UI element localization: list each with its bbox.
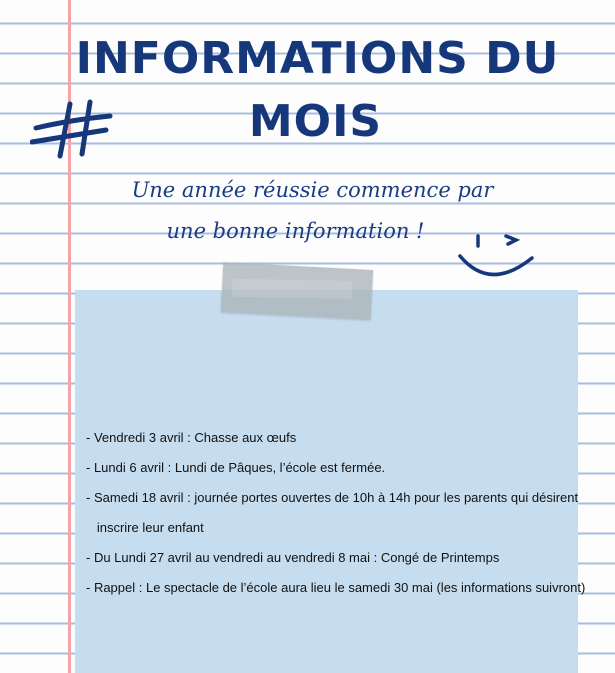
hashtag-doodle-icon (30, 98, 120, 162)
smiley-doodle-icon (454, 230, 544, 286)
note-card (75, 290, 578, 673)
tape-strip (221, 262, 373, 320)
slogan-line-1: Une année réussie commence par (131, 178, 494, 202)
list-item: - Rappel : Le spectacle de l’école aura lieu le samedi 30 mai (les informations suivront) (86, 580, 586, 595)
list-item: inscrire leur enfant (86, 520, 204, 535)
page-title-line-2: MOIS (248, 96, 383, 147)
list-item: - Samedi 18 avril : journée portes ouvertes de 10h à 14h pour les parents qui désirent (86, 490, 579, 505)
list-item: - Vendredi 3 avril : Chasse aux œufs (86, 430, 297, 445)
list-item: - Du Lundi 27 avril au vendredi au vendredi 8 mai : Congé de Printemps (86, 550, 500, 565)
slogan-line-2: une bonne information ! (166, 219, 425, 243)
list-item: - Lundi 6 avril : Lundi de Pâques, l’école est fermée. (86, 460, 386, 475)
page-title-line-1: INFORMATIONS DU (75, 33, 560, 84)
